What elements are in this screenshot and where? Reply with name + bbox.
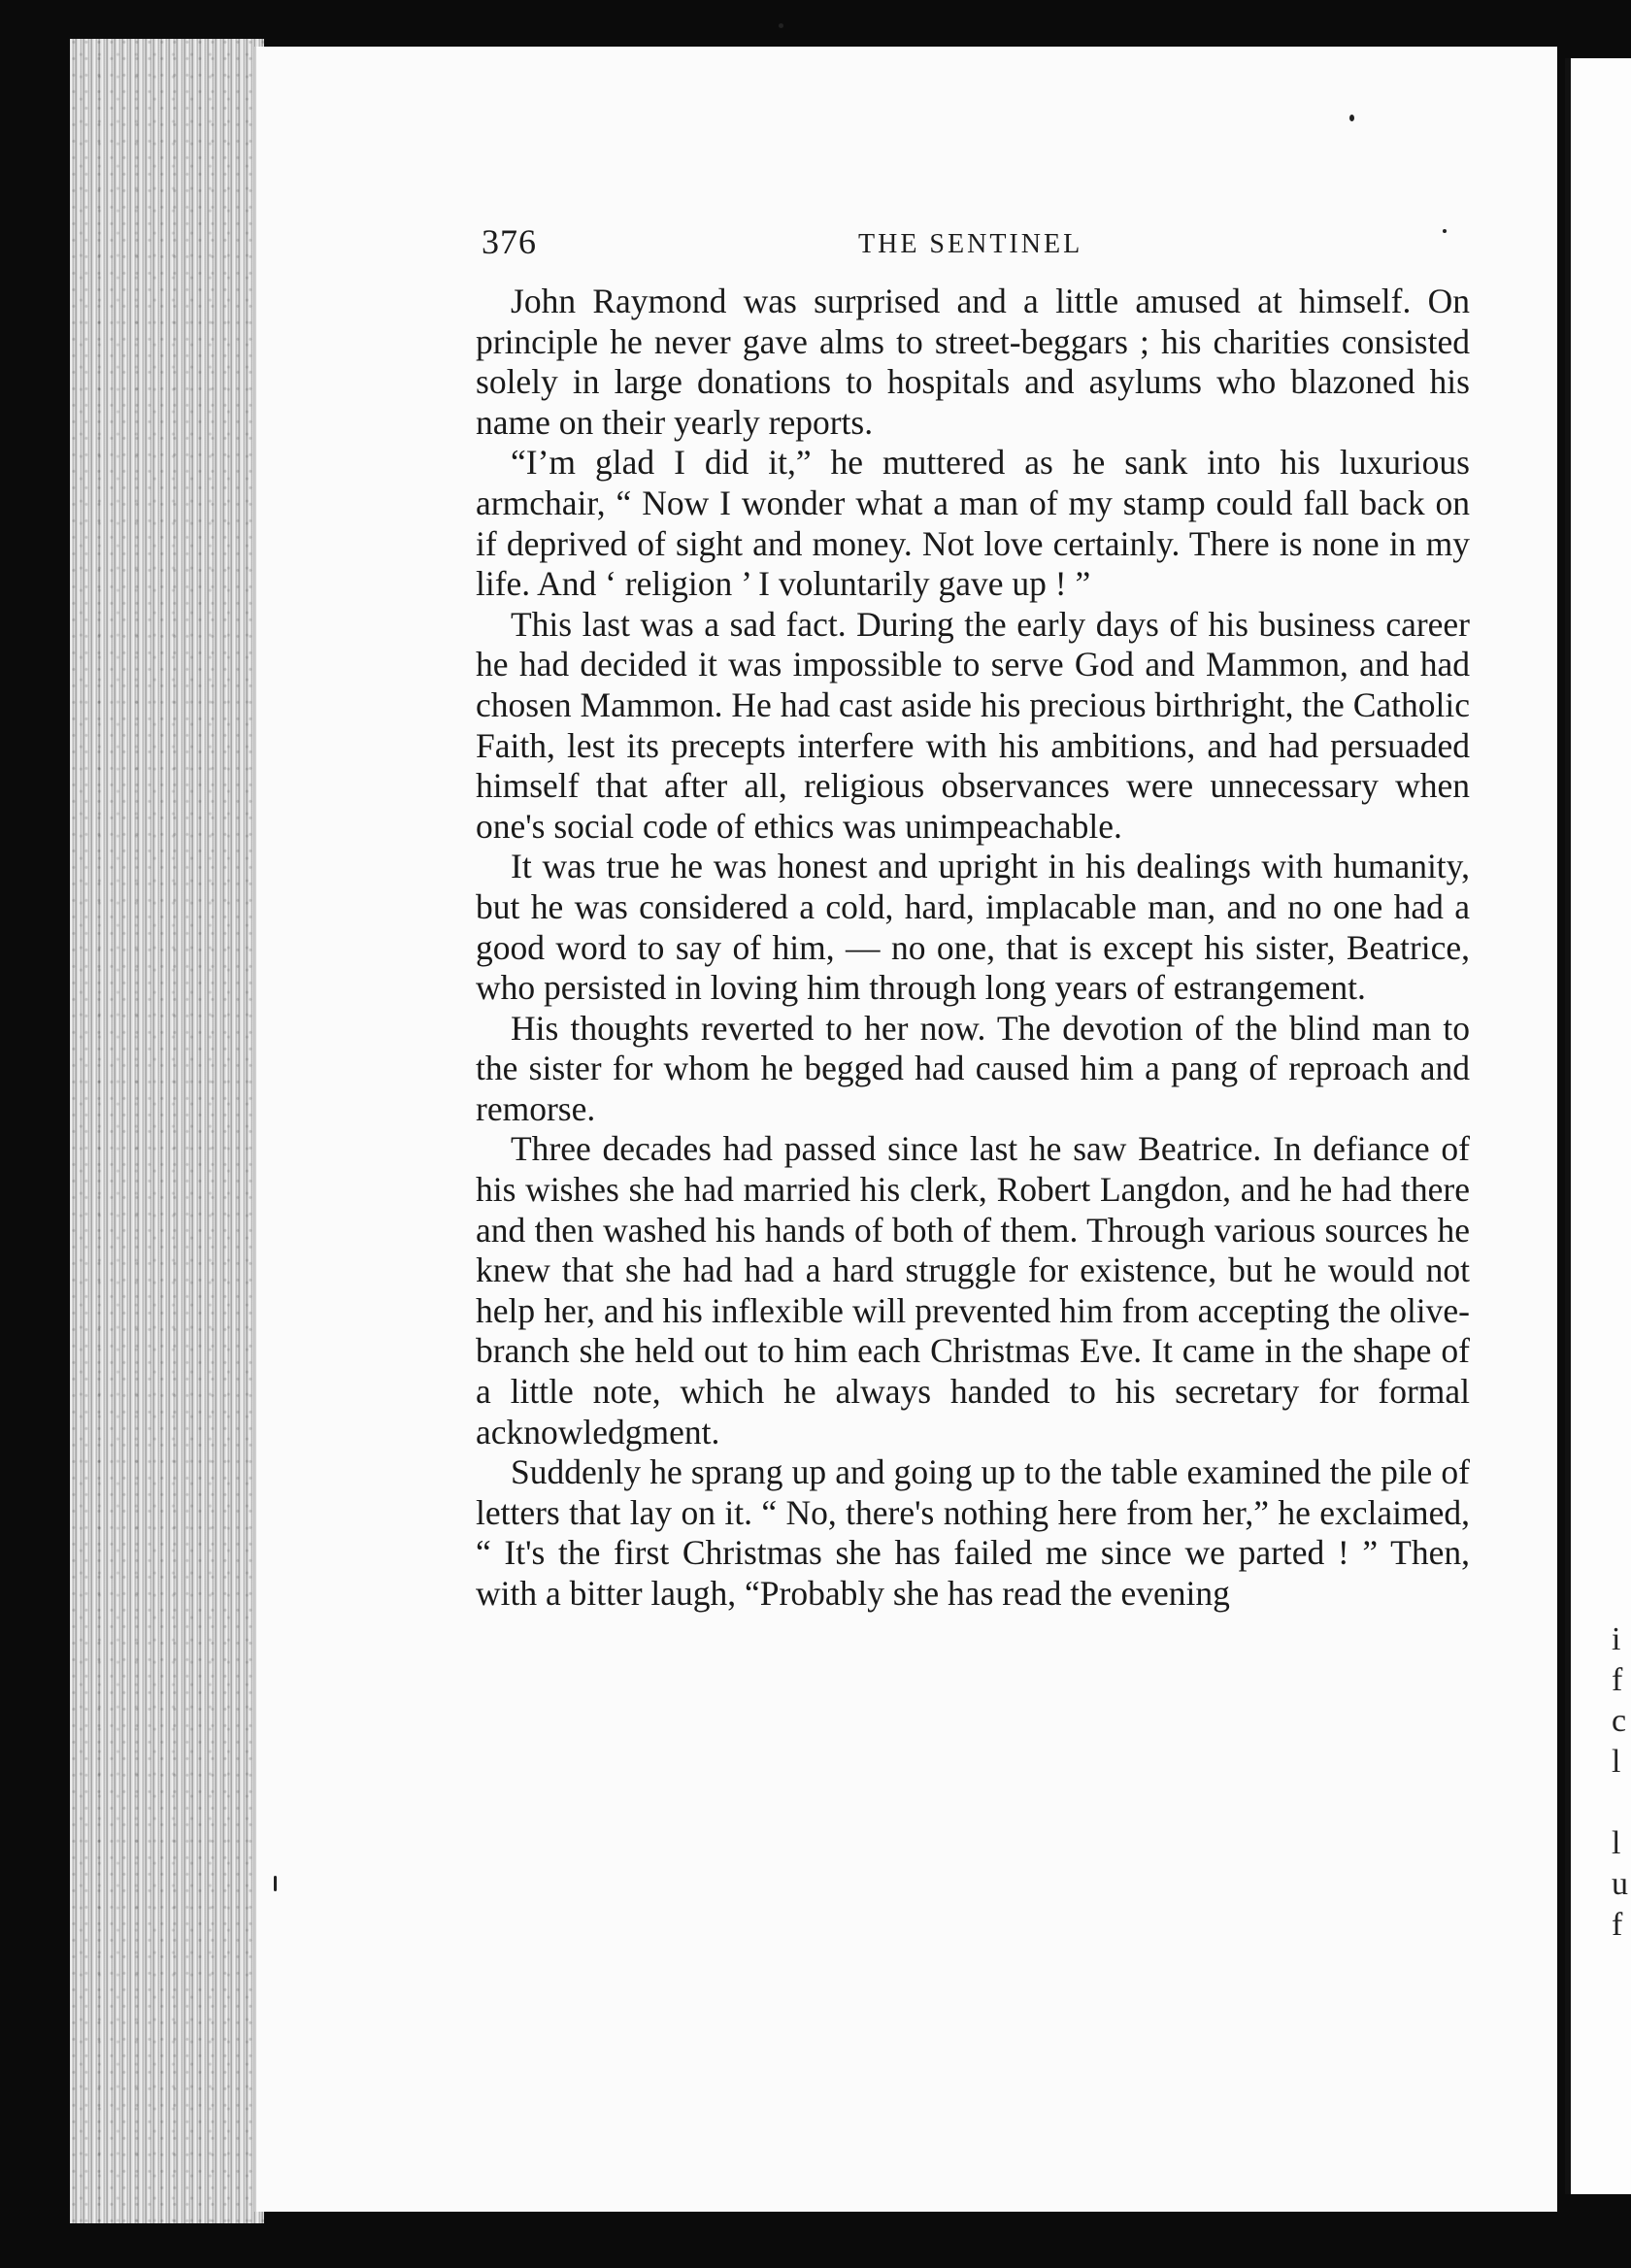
paragraph: John Raymond was surprised and a little amused at himself. On principle he never gave alms to street-beggars ; his charities consisted solely in large donations to hospitals and asylums who blazoned his name on their yearly reports. [476, 282, 1470, 442]
adjacent-page-letter: i [1612, 1621, 1621, 1657]
adjacent-page-letter: l [1612, 1744, 1621, 1780]
paragraph: His thoughts reverted to her now. The devotion of the blind man to the sister for whom he begged had caused him a pang of reproach and remorse. [476, 1008, 1470, 1128]
paragraph: It was true he was honest and upright in his dealings with humanity, but he was considered a cold, hard, implacable man, and no one had a good word to say of him, — no one, that is except his sister, Beatrice, who persisted in loving him through long years of estrangement. [476, 847, 1470, 1008]
adjacent-page-letter: c [1612, 1703, 1627, 1739]
scan-speck [1349, 115, 1354, 121]
paragraph: Suddenly he sprang up and going up to the table examined the pile of letters that lay on it. “ No, there's nothing here from her,” he exclaimed, “ It's the first Christmas she has failed me since we parted ! ” Then, with a bitter laugh, “Probably she has read the evening [476, 1452, 1470, 1613]
adjacent-page-letter: f [1612, 1907, 1623, 1943]
adjacent-page-letter: f [1612, 1662, 1623, 1698]
page-header [482, 221, 1433, 264]
page-number: 376 [482, 222, 537, 261]
adjacent-page-letter: l [1612, 1825, 1621, 1861]
scan-speck [274, 1876, 277, 1891]
paragraph: This last was a sad fact. During the early days of his business career he had decided it was impossible to serve God and Mammon, and had chosen Mammon. He had cast aside his precious birthright, the Catholic Faith, lest its precepts interfere with his ambitions, and had persuaded himself that after all, religious observances were unnecessary when one's social code of ethics was unimpeachable. [476, 604, 1470, 846]
paragraph: “I’m glad I did it,” he muttered as he sank into his luxurious armchair, “ Now I wonder what a man of my stamp could fall back on if deprived of sight and money. Not love certainly. There is none in my life. And ‘ religion ’ I voluntarily gave up ! ” [476, 443, 1470, 604]
paragraph: Three decades had passed since last he saw Beatrice. In defiance of his wishes she had married his clerk, Robert Langdon, and he had there and then washed his hands of both of them. Through various sources he knew that she had had a hard struggle for existence, but he would not help her, and his inflexible will prevented him from accepting the olive-branch she held out to him each Christmas Eve. It came in the shape of a little note, which he always handed to his secretary for formal acknowledgment. [476, 1129, 1470, 1451]
scan-speck [1443, 229, 1447, 233]
adjacent-page-letter: u [1612, 1866, 1628, 1902]
body-text [476, 282, 1470, 1615]
scan-speck [779, 23, 783, 28]
book-page-edges [70, 39, 264, 2223]
running-title: THE SENTINEL [858, 229, 1083, 259]
